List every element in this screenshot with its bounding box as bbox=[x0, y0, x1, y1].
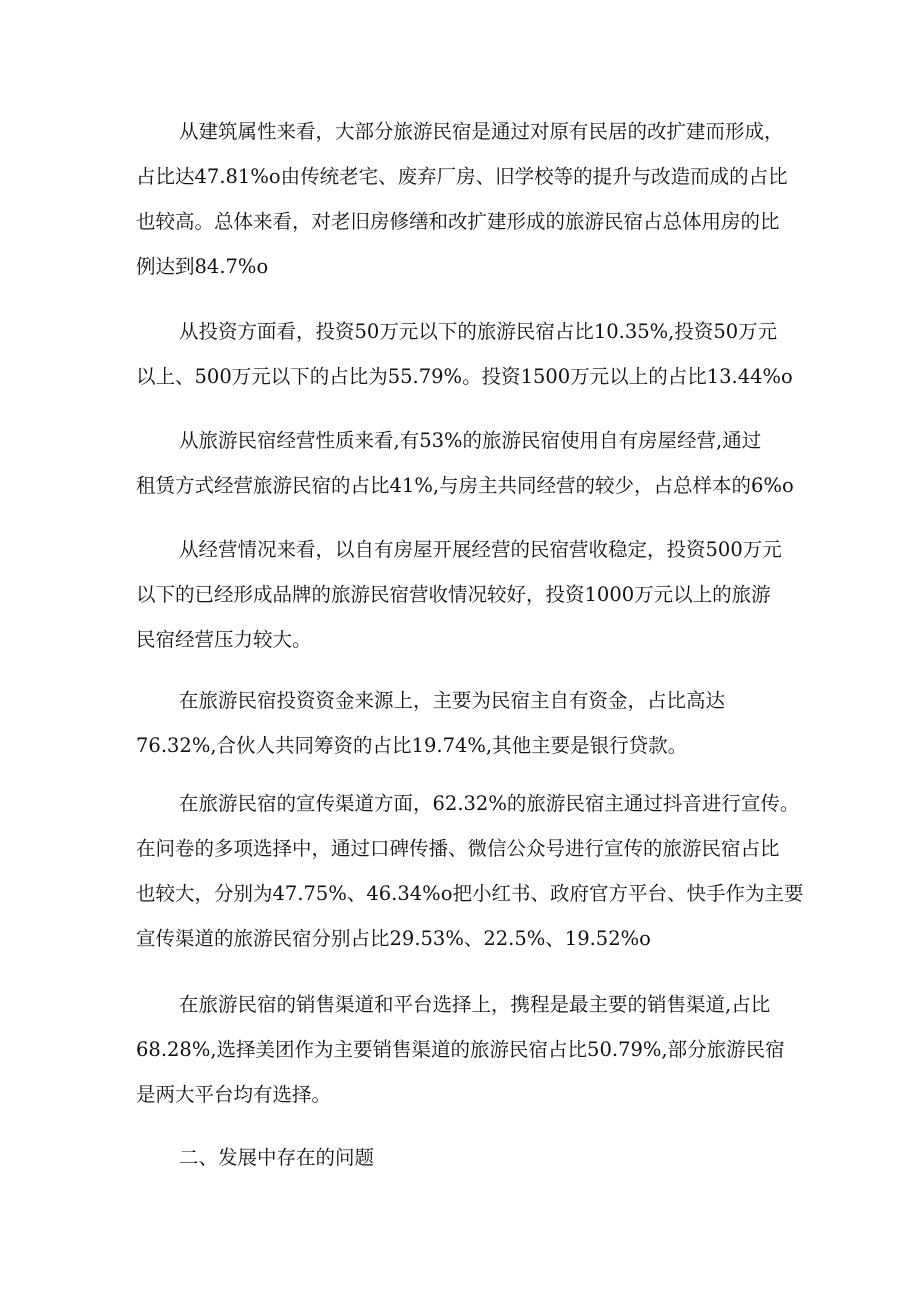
paragraph-line: 例达到84.7%o bbox=[136, 255, 269, 278]
paragraph-line: 也较大，分别为47.75%、46.34%o把小红书、政府官方平台、快手作为主要 bbox=[136, 882, 804, 905]
paragraph-funding-source bbox=[136, 691, 796, 756]
paragraph-operation-nature bbox=[136, 431, 796, 496]
paragraph-line: 在旅游民宿投资资金来源上，主要为民宿主自有资金，占比高达 bbox=[179, 689, 726, 712]
paragraph-investment bbox=[136, 322, 796, 387]
paragraph-line: 从投资方面看，投资50万元以下的旅游民宿占比10.35%,投资50万元 bbox=[179, 320, 778, 343]
paragraph-line: 从经营情况来看，以自有房屋开展经营的民宿营收稳定，投资500万元 bbox=[179, 538, 782, 561]
paragraph-promotion-channels bbox=[136, 792, 804, 950]
paragraph-line: 以上、500万元以下的占比为55.79%。投资1500万元以上的占比13.44%o bbox=[136, 365, 793, 388]
paragraph-line: 占比达47.81%o由传统老宅、废弃厂房、旧学校等的提升与改造而成的占比 bbox=[136, 165, 788, 188]
paragraph-operation-status bbox=[136, 540, 796, 650]
paragraph-line: 从建筑属性来看，大部分旅游民宿是通过对原有民居的改扩建而形成， bbox=[179, 120, 784, 143]
paragraph-line: 租赁方式经营旅游民宿的占比41%,与房主共同经营的较少，占总样本的6%o bbox=[136, 474, 794, 497]
paragraph-line: 从旅游民宿经营性质来看,有53%的旅游民宿使用自有房屋经营,通过 bbox=[179, 429, 762, 452]
section-heading: 二、发展中存在的问题 bbox=[179, 1146, 375, 1169]
paragraph-line: 76.32%,合伙人共同筹资的占比19.74%,其他主要是银行贷款。 bbox=[136, 734, 688, 757]
paragraph-line: 68.28%,选择美团作为主要销售渠道的旅游民宿占比50.79%,部分旅游民宿 bbox=[136, 1038, 785, 1061]
paragraph-sales-channels bbox=[136, 995, 796, 1105]
paragraph-line: 在旅游民宿的销售渠道和平台选择上，携程是最主要的销售渠道,占比 bbox=[179, 993, 771, 1016]
paragraph-line: 民宿经营压力较大。 bbox=[136, 628, 312, 651]
paragraph-line: 以下的已经形成品牌的旅游民宿营收情况较好，投资1000万元以上的旅游 bbox=[136, 583, 771, 606]
paragraph-line: 是两大平台均有选择。 bbox=[136, 1083, 332, 1106]
paragraph-building-attributes bbox=[136, 122, 796, 277]
paragraph-line: 在问卷的多项选择中，通过口碑传播、微信公众号进行宣传的旅游民宿占比 bbox=[136, 837, 780, 860]
paragraph-line: 也较高。总体来看，对老旧房修缮和改扩建形成的旅游民宿占总体用房的比 bbox=[136, 210, 780, 233]
paragraph-line: 宣传渠道的旅游民宿分别占比29.53%、22.5%、19.52%o bbox=[136, 927, 651, 950]
paragraph-line: 在旅游民宿的宣传渠道方面，62.32%的旅游民宿主通过抖音进行宣传。 bbox=[179, 792, 800, 815]
